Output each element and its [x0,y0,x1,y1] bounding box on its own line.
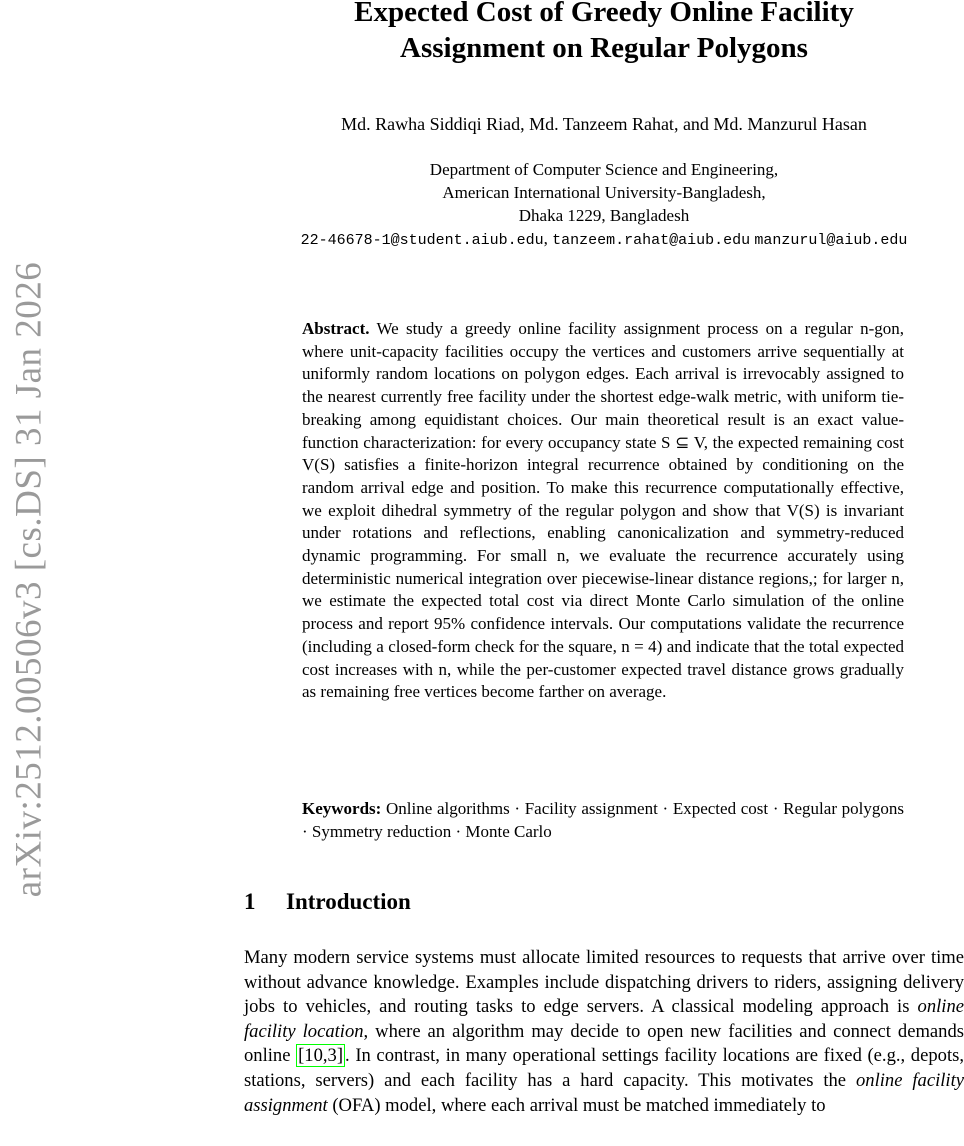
email-line [244,227,964,252]
section-number: 1 [244,889,256,914]
arxiv-id-text: arXiv:2512.00506v3 [cs.DS] 31 Jan 2026 [8,261,50,897]
intro-text-2: , where an algorithm may decide to open new facilities and connect demands online [244,1020,964,1067]
email-1[interactable]: 22-46678-1@student.aiub.edu [300,232,544,249]
affiliation-line-3: Dhaka 1229, Bangladesh [518,206,690,225]
affiliation-line-2: American International University-Bangladesh, [442,183,766,202]
author-list: Md. Rawha Siddiqi Riad, Md. Tanzeem Rahat, and Md. Manzurul Hasan [341,114,867,134]
email-3[interactable]: manzurul@aiub.edu [754,232,908,249]
arxiv-identifier-stamp [0,218,58,940]
section-title: Introduction [286,889,411,914]
intro-emphasis-2: online facility assignment [244,1069,964,1116]
keywords-text: Online algorithms · Facility assignment · Expected cost · Regular polygons · Symmetry reduction · Monte Carlo [302,799,904,841]
citation-link[interactable]: [10,3] [298,1045,344,1067]
abstract-label: Abstract. [302,319,370,338]
intro-emphasis-1: online facility location [244,996,964,1042]
email-2[interactable]: tanzeem.rahat@aiub.edu [552,232,751,249]
email-separator: , [543,229,553,248]
title-line-2: Assignment on Regular Polygons [400,32,808,64]
affiliation-block [244,158,964,252]
keywords-label: Keywords: [302,799,382,818]
paper-title [244,0,964,66]
affiliation-line-1: Department of Computer Science and Engineering, [429,160,779,179]
intro-text-1: Many modern service systems must allocate limited resources to requests that arrive over time without advance knowledge. Examples include dispatching drivers to riders, assigning delivery jobs to vehicles, and routing tasks to edge servers. A classical modeling approach is [244,947,964,1018]
intro-text-3: . In contrast, in many operational settings facility locations are fixed (e.g., depots, stations, servers) and each facility has a hard capacity. This motivates the [244,1045,964,1091]
intro-text-4: (OFA) model, where each arrival must be matched immediately to [327,1094,826,1116]
introduction-paragraph [244,946,964,1118]
abstract [302,318,904,704]
title-line-1: Expected Cost of Greedy Online Facility [354,0,854,28]
section-heading-introduction [244,889,411,915]
keywords [302,798,904,843]
abstract-text: We study a greedy online facility assignment process on a regular n-gon, where unit-capacity facilities occupy the vertices and customers arrive sequentially at uniformly random locations on polygon edges. Each arrival is irrevocably assigned to the nearest currently free facility under the shortest edge-walk metric, with uniform tie-breaking among equidistant choices. Our main theoretical result is an exact value-function characterization: for every occupancy state S ⊆ V, the expected remaining cost V(S) satisfies a finite-horizon integral recurrence obtained by conditioning on the random arrival edge and position. To make this recurrence computationally effective, we exploit dihedral symmetry of the regular polygon and show that V(S) is invariant under rotations and reflections, enabling canonicalization and symmetry-reduced dynamic programming. For small n, we evaluate the recurrence accurately using deterministic numerical integration over piecewise-linear distance regions,; for larger n, we estimate the expected total cost via direct Monte Carlo simulation of the online process and report 95% confidence intervals. Our computations validate the recurrence (including a closed-form check for the square, n = 4) and indicate that the total expected cost increases with n, while the per-customer expected travel distance grows gradually as remaining free vertices become farther on average. [302,319,904,702]
